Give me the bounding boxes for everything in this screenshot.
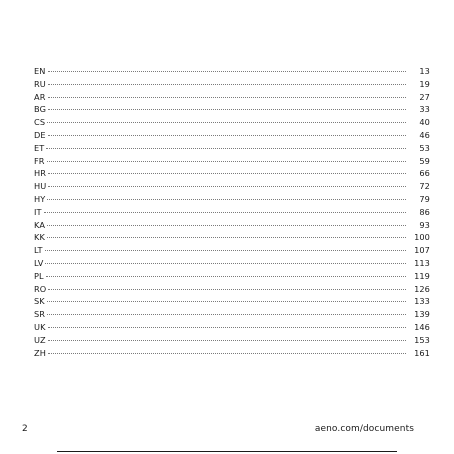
toc-dot-leader [46, 276, 406, 277]
toc-language-code: RO [34, 283, 47, 294]
toc-page-number: 66 [419, 168, 430, 179]
toc-dot-leader [48, 289, 406, 290]
toc-language-code: HU [34, 181, 47, 192]
toc-language-code: FR [34, 155, 45, 166]
toc-dot-leader [48, 84, 406, 85]
toc-page-number: 27 [419, 91, 430, 102]
toc-dot-leader [48, 353, 406, 354]
toc-dot-leader [48, 109, 406, 110]
footer-url: aeno.com/documents [314, 424, 414, 434]
toc-dot-leader [47, 301, 406, 302]
toc-entry[interactable] [34, 155, 430, 168]
toc-page-number: 146 [414, 321, 430, 332]
table-of-contents [34, 65, 430, 359]
toc-dot-leader [45, 250, 406, 251]
toc-entry[interactable] [34, 295, 430, 308]
toc-page-number: 72 [419, 181, 430, 192]
toc-language-code: PL [34, 270, 44, 281]
toc-dot-leader [47, 237, 406, 238]
toc-dot-leader [46, 148, 406, 149]
toc-page-number: 19 [419, 78, 430, 89]
toc-page-number: 33 [419, 104, 430, 115]
toc-page-number: 119 [414, 270, 430, 281]
toc-language-code: SK [34, 296, 45, 307]
toc-language-code: LV [34, 257, 44, 268]
toc-entry[interactable] [34, 193, 430, 206]
toc-page-number: 40 [419, 117, 430, 128]
toc-language-code: UK [34, 321, 46, 332]
toc-page-number: 107 [414, 245, 430, 256]
toc-dot-leader [45, 263, 406, 264]
toc-language-code: ET [34, 142, 45, 153]
toc-page-number: 13 [419, 66, 430, 76]
toc-language-code: HY [34, 193, 46, 204]
toc-dot-leader [48, 186, 406, 187]
toc-page-number: 86 [419, 206, 430, 217]
toc-entry[interactable] [34, 219, 430, 232]
toc-entry[interactable] [34, 283, 430, 296]
toc-entry[interactable] [34, 270, 430, 283]
toc-dot-leader [44, 212, 406, 213]
toc-entry[interactable] [34, 103, 430, 116]
toc-language-code: HR [34, 168, 47, 179]
toc-page-number: 139 [414, 309, 430, 320]
toc-entry[interactable] [34, 321, 430, 334]
toc-page-number: 53 [419, 142, 430, 153]
toc-page-number: 133 [414, 296, 430, 307]
toc-language-code: ZH [34, 347, 46, 358]
toc-entry[interactable] [34, 65, 430, 78]
toc-language-code: IT [34, 206, 42, 217]
toc-language-code: LT [34, 245, 43, 256]
toc-page-number: 161 [414, 347, 430, 358]
toc-entry[interactable] [34, 142, 430, 155]
toc-language-code: SR [34, 309, 46, 320]
toc-language-code: KA [34, 219, 46, 230]
toc-entry[interactable] [34, 334, 430, 347]
toc-dot-leader [47, 161, 406, 162]
toc-entry[interactable] [34, 91, 430, 104]
toc-language-code: RU [34, 78, 46, 89]
toc-page-number: 93 [419, 219, 430, 230]
toc-dot-leader [48, 135, 406, 136]
toc-language-code: DE [34, 129, 46, 140]
toc-language-code: AR [34, 91, 46, 102]
toc-dot-leader [47, 225, 406, 226]
toc-page-number: 126 [414, 283, 430, 294]
toc-dot-leader [48, 173, 406, 174]
toc-page-number: 113 [414, 257, 430, 268]
toc-entry[interactable] [34, 244, 430, 257]
toc-language-code: BG [34, 104, 47, 115]
toc-entry[interactable] [34, 167, 430, 180]
toc-page-number: 100 [414, 232, 430, 243]
toc-language-code: EN [34, 66, 46, 76]
toc-dot-leader [48, 327, 406, 328]
toc-dot-leader [47, 122, 406, 123]
toc-entry[interactable] [34, 347, 430, 360]
footer-divider [57, 451, 397, 452]
toc-page-number: 153 [414, 334, 430, 345]
toc-dot-leader [48, 340, 406, 341]
toc-entry[interactable] [34, 308, 430, 321]
toc-entry[interactable] [34, 180, 430, 193]
toc-page-number: 59 [419, 155, 430, 166]
toc-entry[interactable] [34, 129, 430, 142]
toc-entry[interactable] [34, 257, 430, 270]
toc-dot-leader [48, 71, 407, 72]
toc-page-number: 79 [419, 193, 430, 204]
toc-dot-leader [47, 199, 406, 200]
toc-language-code: KK [34, 232, 45, 243]
toc-language-code: UZ [34, 334, 46, 345]
toc-dot-leader [47, 314, 406, 315]
toc-entry[interactable] [34, 78, 430, 91]
toc-entry[interactable] [34, 231, 430, 244]
toc-entry[interactable] [34, 206, 430, 219]
page-number: 2 [22, 424, 28, 434]
toc-dot-leader [48, 97, 407, 98]
toc-entry[interactable] [34, 116, 430, 129]
toc-language-code: CS [34, 117, 46, 128]
toc-page-number: 46 [419, 129, 430, 140]
